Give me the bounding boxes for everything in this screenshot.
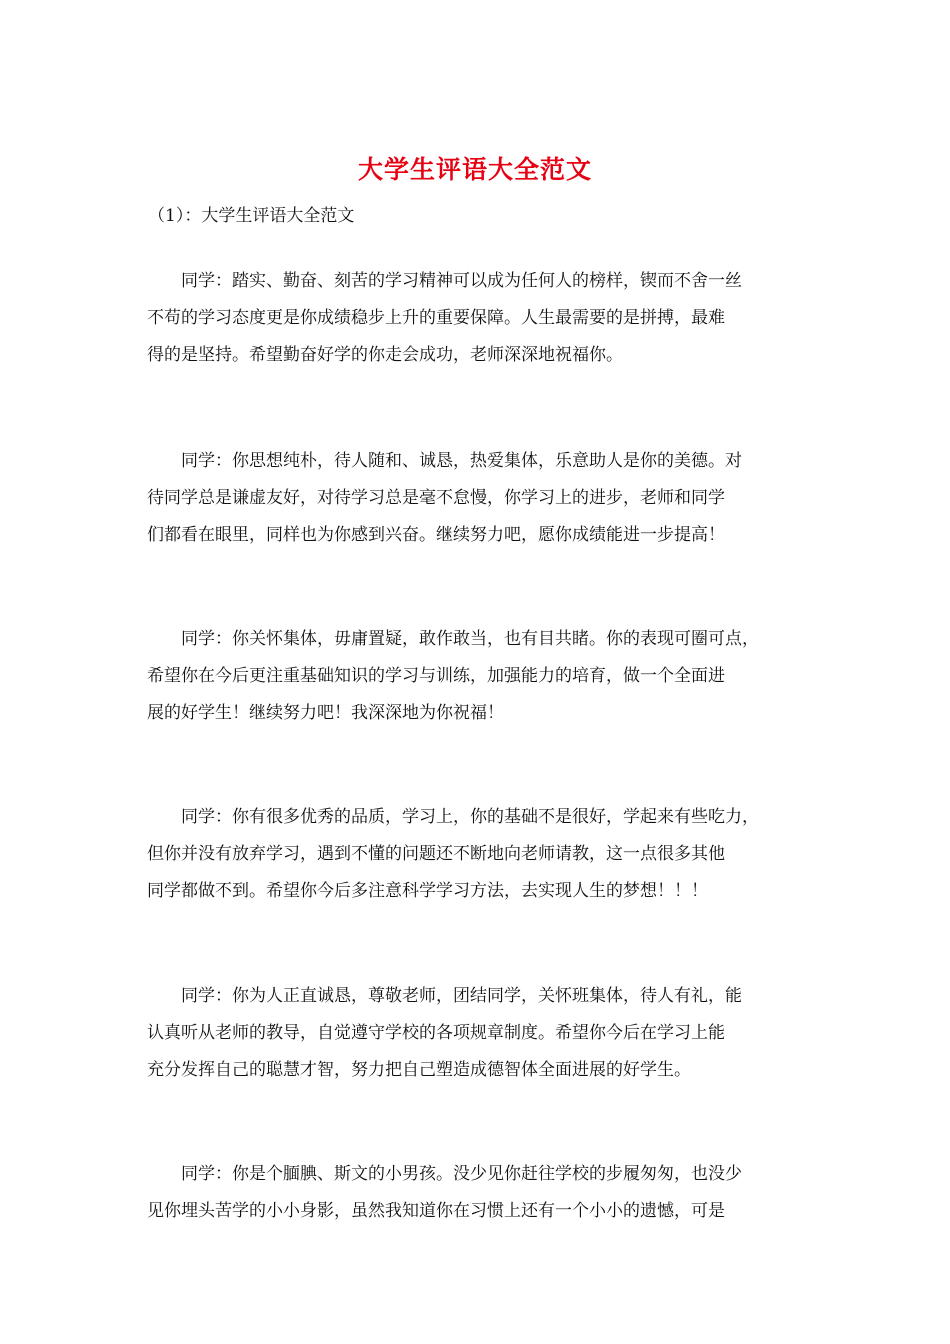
paragraph-line: 充分发挥自己的聪慧才智，努力把自己塑造成德智体全面进展的好学生。	[147, 1060, 691, 1080]
paragraph-line: 同学：你关怀集体，毋庸置疑，敢作敢当，也有目共睹。你的表现可圈可点，	[147, 629, 759, 649]
paragraph-line: 同学：踏实、勤奋、刻苦的学习精神可以成为任何人的榜样，锲而不舍一丝	[147, 271, 742, 291]
paragraph-line: 不苟的学习态度更是你成绩稳步上升的重要保障。人生最需要的是拼搏，最难	[147, 308, 725, 328]
paragraph-line: 得的是坚持。希望勤奋好学的你走会成功，老师深深地祝福你。	[147, 345, 623, 365]
paragraph-line: 同学都做不到。希望你今后多注意科学学习方法，去实现人生的梦想！！！	[147, 881, 708, 901]
document-title: 大学生评语大全范文	[357, 155, 592, 184]
paragraph-line: 待同学总是谦虚友好，对待学习总是毫不怠慢，你学习上的进步，老师和同学	[147, 488, 725, 508]
paragraph-line: 认真听从老师的教导，自觉遵守学校的各项规章制度。希望你今后在学习上能	[147, 1023, 725, 1043]
document-subtitle: （1）：大学生评语大全范文	[148, 206, 355, 226]
paragraph-line: 同学：你有很多优秀的品质，学习上，你的基础不是很好，学起来有些吃力，	[147, 807, 759, 827]
paragraph-line: 同学：你是个腼腆、斯文的小男孩。没少见你赶往学校的步履匆匆，也没少	[147, 1164, 742, 1184]
paragraph-line: 同学：你思想纯朴，待人随和、诚恳，热爱集体，乐意助人是你的美德。对	[147, 451, 742, 471]
paragraph-line: 们都看在眼里，同样也为你感到兴奋。继续努力吧，愿你成绩能进一步提高！	[147, 525, 725, 545]
paragraph-line: 希望你在今后更注重基础知识的学习与训练，加强能力的培育，做一个全面进	[147, 666, 725, 686]
paragraph-line: 但你并没有放弃学习，遇到不懂的问题还不断地向老师请教，这一点很多其他	[147, 844, 725, 864]
paragraph-line: 同学：你为人正直诚恳，尊敬老师，团结同学，关怀班集体，待人有礼，能	[147, 986, 742, 1006]
paragraph-line: 见你埋头苦学的小小身影，虽然我知道你在习惯上还有一个小小的遗憾，可是	[147, 1201, 725, 1221]
paragraph-line: 展的好学生！继续努力吧！我深深地为你祝福！	[147, 703, 504, 723]
